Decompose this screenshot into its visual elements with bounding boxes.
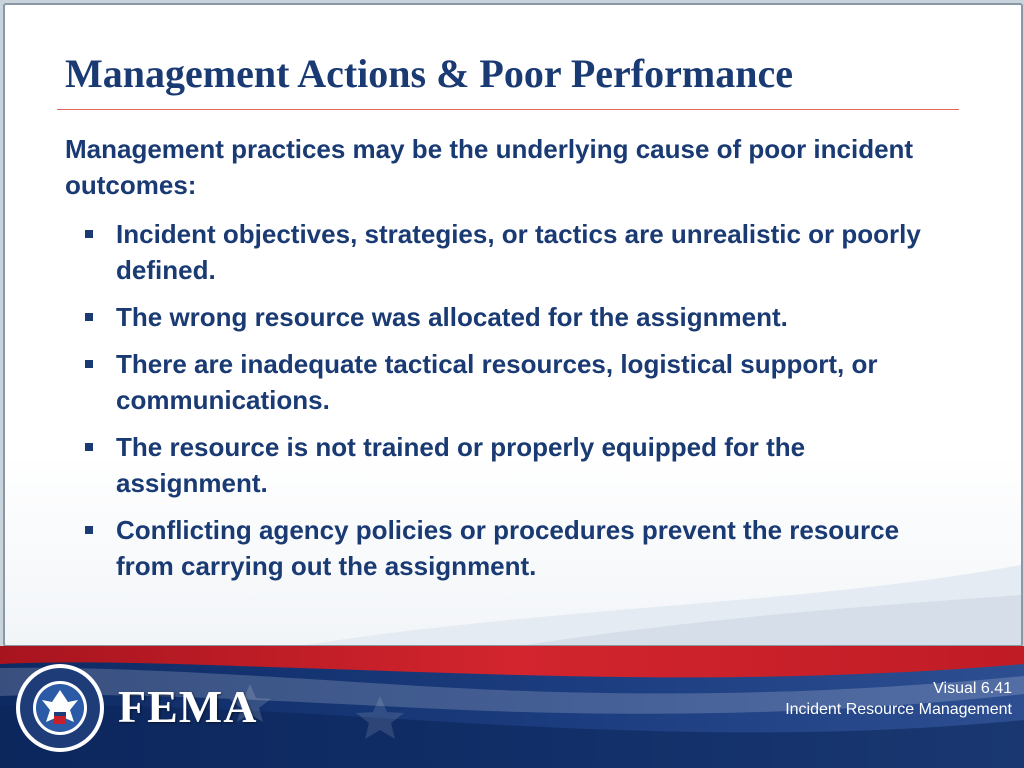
square-bullet-icon [85, 443, 93, 451]
bullet-text: Conflicting agency policies or procedures prevent the resource from carrying out the assignment. [116, 515, 900, 581]
square-bullet-icon [85, 526, 93, 534]
bullet-item [5, 429, 956, 501]
bullet-text: The wrong resource was allocated for the assignment. [116, 302, 788, 332]
bullet-item [5, 512, 956, 584]
bullet-text: There are inadequate tactical resources, logistical support, or communications. [116, 349, 878, 415]
bullet-text: Incident objectives, strategies, or tactics are unrealistic or poorly defined. [116, 219, 921, 285]
intro-text: Management practices may be the underlying cause of poor incident outcomes: [65, 134, 914, 200]
bullet-item [5, 299, 956, 335]
course-name: Incident Resource Management [785, 701, 1012, 718]
bullet-list [5, 216, 1005, 595]
fema-logo-text: FEMA [118, 681, 258, 732]
bullet-item [5, 346, 956, 418]
square-bullet-icon [85, 360, 93, 368]
bullet-item [5, 216, 956, 288]
square-bullet-icon [85, 230, 93, 238]
footer-banner [0, 646, 1024, 768]
bullet-text: The resource is not trained or properly equipped for the assignment. [116, 432, 806, 498]
dhs-seal-icon [14, 662, 106, 754]
square-bullet-icon [85, 313, 93, 321]
slide-title: Management Actions & Poor Performance [65, 51, 793, 96]
title-divider [57, 109, 959, 110]
slide-frame [3, 3, 1023, 647]
visual-number: Visual 6.41 [933, 680, 1012, 697]
